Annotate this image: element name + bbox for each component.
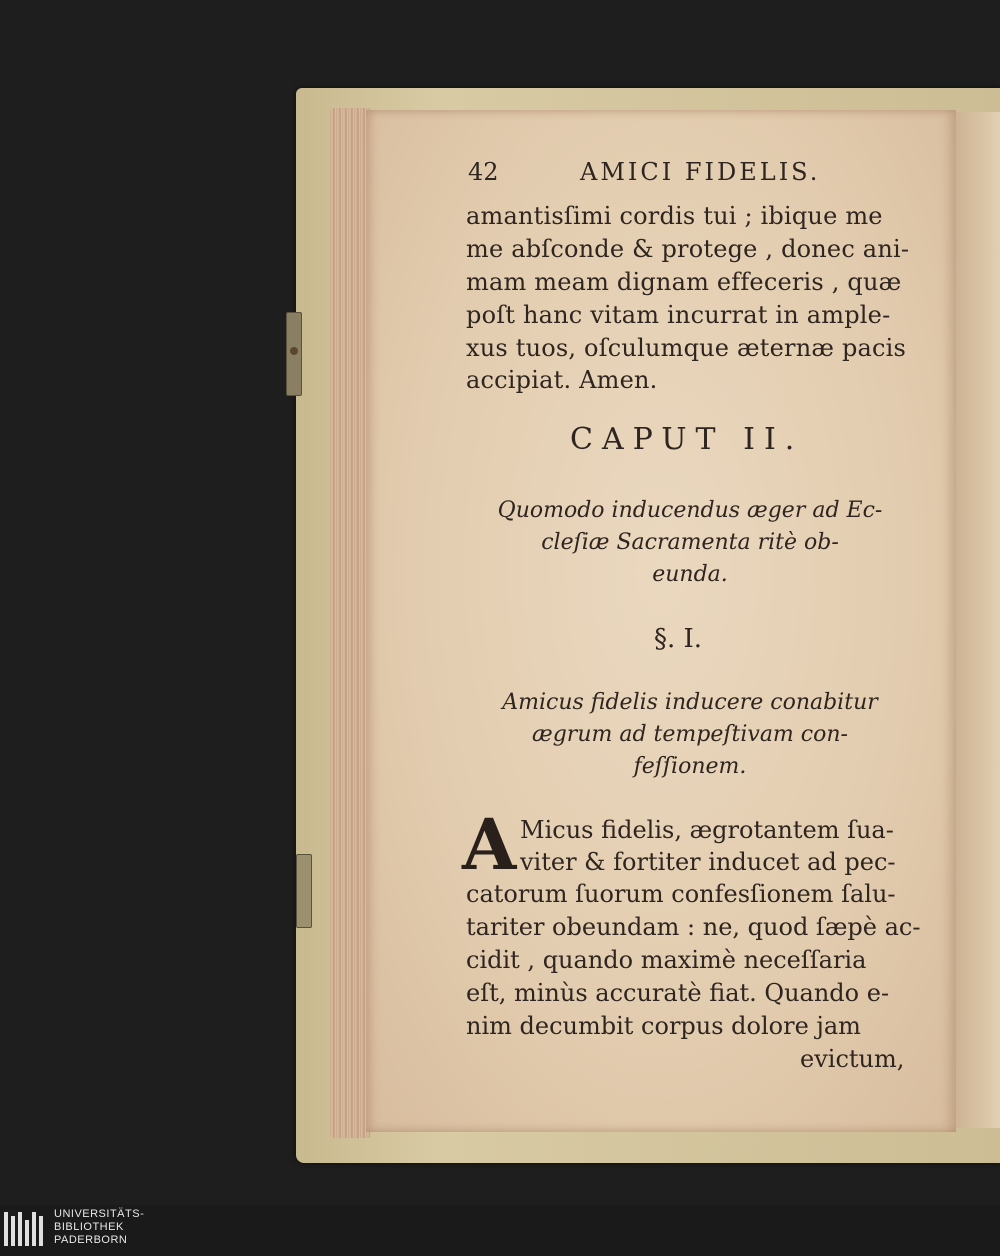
chapter-summary-line: Quomodo inducendus æger ad Ec- — [497, 498, 883, 523]
clasp-bottom — [296, 854, 312, 928]
catchword: evictum, — [800, 1045, 905, 1073]
paragraph-line: eſt, minùs accuratè fiat. Quando e- — [466, 979, 890, 1007]
paragraph-line: tariter obeundam : ne, quod ſæpè ac- — [466, 913, 921, 941]
drop-cap: A — [462, 803, 517, 886]
text-line: mam meam dignam effeceris , quæ — [466, 268, 902, 296]
page-number: 42 — [468, 158, 499, 186]
page-edges — [330, 108, 370, 1138]
text-line: xus tuos, oſculumque æternæ pacis — [466, 334, 907, 362]
library-name-line: PADERBORN — [54, 1234, 128, 1246]
chapter-summary-line: cleſiæ Sacramenta ritè ob- — [541, 530, 839, 555]
section-mark: §. I. — [654, 624, 703, 654]
library-name-line: BIBLIOTHEK — [54, 1221, 124, 1233]
footer-bar — [0, 1205, 1000, 1255]
paragraph-line: nim decumbit corpus dolore jam — [466, 1012, 861, 1040]
facing-page-edge — [956, 112, 1000, 1128]
text-line: poſt hanc vitam incurrat in amplе- — [466, 301, 891, 329]
paragraph-line: Micus fidelis, ægrotantem ſua- — [520, 816, 894, 844]
paragraph-line: catorum ſuorum confesſionem ſalu- — [466, 880, 896, 908]
text-line: amantisſimi cordis tui ; ibique me — [466, 202, 883, 230]
library-logo-icon — [2, 1208, 46, 1252]
paragraph-line: cidit , quando maximè neceſſaria — [466, 946, 867, 974]
running-head: AMICI FIDELIS. — [580, 158, 821, 186]
text-line: accipiat. Amen. — [466, 366, 658, 394]
chapter-heading: CAPUT II. — [570, 422, 804, 457]
paragraph-line: viter & fortiter inducet ad pec- — [520, 848, 896, 876]
text-line: me abſconde & protege , donec ani- — [466, 235, 910, 263]
library-name-line: UNIVERSITÄTS- — [54, 1208, 145, 1220]
section-summary-line: feſſionem. — [633, 754, 747, 779]
chapter-summary-line: eunda. — [652, 562, 728, 587]
section-summary-line: Amicus fidelis inducere conabitur — [502, 690, 878, 715]
clasp-top — [286, 312, 302, 396]
section-summary-line: ægrum ad tempeſtivam con- — [532, 722, 848, 747]
